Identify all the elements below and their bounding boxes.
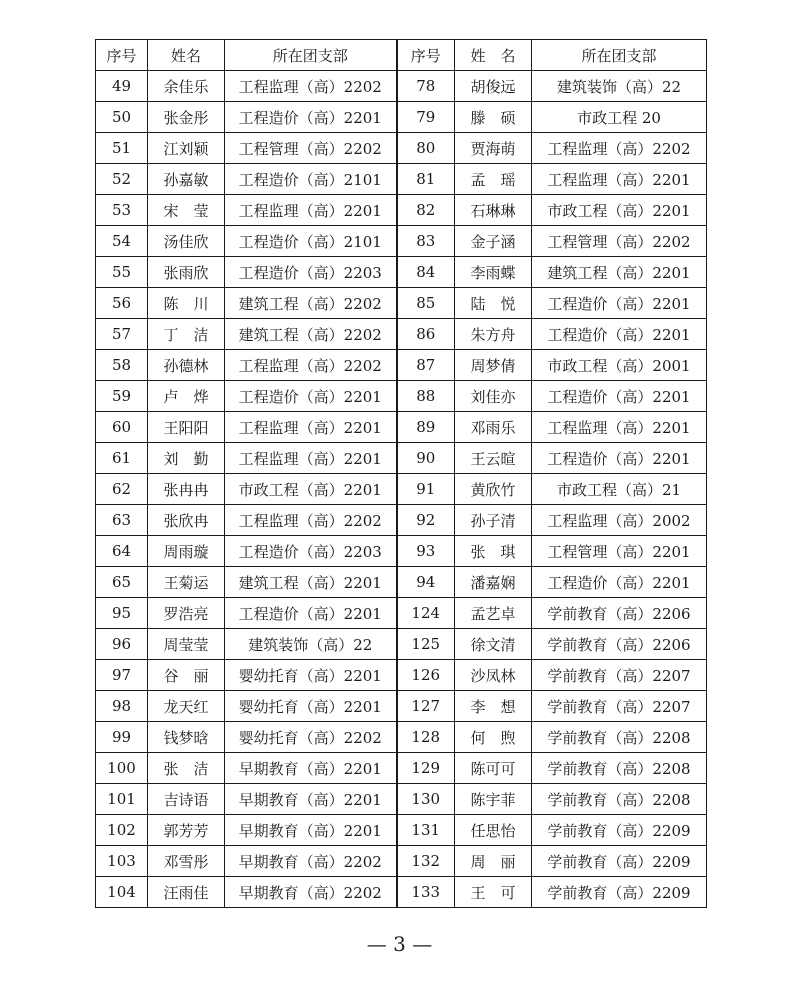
cell-seq-right: 131 [397,815,455,846]
cell-branch-right: 建筑工程（高）2201 [532,257,707,288]
table-row [96,505,707,536]
cell-branch-right: 工程管理（高）2201 [532,536,707,567]
cell-seq-right: 90 [397,443,455,474]
cell-name-right: 潘嘉娴 [455,567,532,598]
table-row [96,319,707,350]
cell-name-right: 何 煦 [455,722,532,753]
cell-name-right: 孙子清 [455,505,532,536]
cell-seq-right: 92 [397,505,455,536]
cell-branch-right: 市政工程（高）2201 [532,195,707,226]
cell-branch-left: 工程造价（高）2101 [225,164,397,195]
table-row [96,164,707,195]
table-row [96,753,707,784]
cell-seq-right: 127 [397,691,455,722]
cell-branch-left: 工程造价（高）2201 [225,598,397,629]
cell-seq-left: 50 [96,102,148,133]
cell-branch-right: 学前教育（高）2209 [532,877,707,908]
cell-branch-left: 早期教育（高）2201 [225,753,397,784]
header-name-left: 姓名 [148,40,225,71]
header-seq-left: 序号 [96,40,148,71]
table-row [96,598,707,629]
cell-seq-left: 60 [96,412,148,443]
cell-seq-left: 58 [96,350,148,381]
cell-seq-left: 104 [96,877,148,908]
cell-branch-left: 工程造价（高）2201 [225,381,397,412]
cell-seq-right: 93 [397,536,455,567]
roster-table [95,39,707,908]
table-row [96,288,707,319]
table-row [96,691,707,722]
cell-seq-left: 57 [96,319,148,350]
table-row [96,660,707,691]
header-seq-right: 序号 [397,40,455,71]
table-row [96,877,707,908]
cell-seq-right: 81 [397,164,455,195]
table-row [96,226,707,257]
cell-branch-right: 建筑装饰（高）22 [532,71,707,102]
cell-branch-right: 学前教育（高）2208 [532,753,707,784]
cell-branch-right: 工程造价（高）2201 [532,288,707,319]
table-row [96,536,707,567]
cell-seq-left: 101 [96,784,148,815]
cell-branch-left: 工程监理（高）2202 [225,505,397,536]
cell-seq-right: 82 [397,195,455,226]
table-row [96,784,707,815]
cell-name-left: 谷 丽 [148,660,225,691]
cell-name-left: 张金彤 [148,102,225,133]
cell-name-right: 刘佳亦 [455,381,532,412]
cell-branch-right: 市政工程（高）2001 [532,350,707,381]
cell-seq-right: 86 [397,319,455,350]
cell-seq-right: 88 [397,381,455,412]
cell-seq-left: 54 [96,226,148,257]
cell-branch-right: 工程造价（高）2201 [532,381,707,412]
cell-seq-left: 59 [96,381,148,412]
cell-branch-left: 工程监理（高）2202 [225,71,397,102]
cell-name-left: 卢 烨 [148,381,225,412]
cell-seq-left: 98 [96,691,148,722]
cell-seq-left: 49 [96,71,148,102]
cell-seq-left: 56 [96,288,148,319]
cell-branch-right: 工程监理（高）2201 [532,164,707,195]
table-row [96,722,707,753]
cell-seq-left: 55 [96,257,148,288]
cell-branch-right: 市政工程（高）21 [532,474,707,505]
table-row [96,133,707,164]
cell-seq-right: 83 [397,226,455,257]
cell-seq-right: 125 [397,629,455,660]
cell-seq-left: 65 [96,567,148,598]
cell-name-left: 罗浩亮 [148,598,225,629]
cell-seq-right: 133 [397,877,455,908]
cell-seq-right: 84 [397,257,455,288]
cell-seq-right: 89 [397,412,455,443]
cell-branch-right: 工程造价（高）2201 [532,567,707,598]
cell-seq-right: 85 [397,288,455,319]
cell-seq-right: 78 [397,71,455,102]
cell-name-left: 汤佳欣 [148,226,225,257]
cell-branch-right: 学前教育（高）2208 [532,722,707,753]
cell-branch-left: 工程监理（高）2201 [225,443,397,474]
cell-seq-left: 102 [96,815,148,846]
cell-branch-left: 早期教育（高）2201 [225,815,397,846]
cell-branch-right: 学前教育（高）2209 [532,846,707,877]
cell-name-left: 张 洁 [148,753,225,784]
cell-branch-right: 学前教育（高）2207 [532,660,707,691]
cell-seq-right: 124 [397,598,455,629]
cell-name-right: 周 丽 [455,846,532,877]
cell-name-right: 孟 瑶 [455,164,532,195]
cell-branch-right: 学前教育（高）2208 [532,784,707,815]
cell-branch-left: 工程造价（高）2101 [225,226,397,257]
cell-name-right: 胡俊远 [455,71,532,102]
cell-branch-left: 工程监理（高）2201 [225,412,397,443]
cell-branch-right: 市政工程 20 [532,102,707,133]
cell-name-left: 刘 勤 [148,443,225,474]
table-row [96,846,707,877]
cell-name-left: 孙嘉敏 [148,164,225,195]
page-number: — 3 — [366,932,433,956]
table-row [96,474,707,505]
cell-name-left: 钱梦晗 [148,722,225,753]
cell-branch-right: 工程造价（高）2201 [532,319,707,350]
cell-name-left: 王菊运 [148,567,225,598]
table-row [96,567,707,598]
cell-branch-left: 市政工程（高）2201 [225,474,397,505]
cell-name-left: 张冉冉 [148,474,225,505]
cell-branch-left: 建筑工程（高）2201 [225,567,397,598]
cell-name-left: 张欣冉 [148,505,225,536]
cell-name-right: 王云暄 [455,443,532,474]
cell-name-left: 王阳阳 [148,412,225,443]
cell-branch-left: 建筑装饰（高）22 [225,629,397,660]
cell-name-left: 余佳乐 [148,71,225,102]
cell-seq-left: 51 [96,133,148,164]
header-branch-left: 所在团支部 [225,40,397,71]
cell-name-right: 邓雨乐 [455,412,532,443]
cell-name-left: 陈 川 [148,288,225,319]
cell-seq-left: 97 [96,660,148,691]
cell-name-right: 张 琪 [455,536,532,567]
cell-name-right: 李雨蝶 [455,257,532,288]
cell-seq-left: 100 [96,753,148,784]
cell-name-left: 邓雪彤 [148,846,225,877]
cell-seq-left: 95 [96,598,148,629]
cell-seq-left: 96 [96,629,148,660]
cell-branch-right: 工程监理（高）2201 [532,412,707,443]
cell-name-right: 朱方舟 [455,319,532,350]
table-row [96,350,707,381]
cell-name-right: 孟艺卓 [455,598,532,629]
cell-name-left: 张雨欣 [148,257,225,288]
cell-name-left: 郭芳芳 [148,815,225,846]
cell-branch-right: 学前教育（高）2207 [532,691,707,722]
table-row [96,71,707,102]
cell-seq-left: 103 [96,846,148,877]
table-header-row [96,40,707,71]
cell-name-right: 黄欣竹 [455,474,532,505]
cell-branch-left: 工程造价（高）2203 [225,257,397,288]
table-row [96,815,707,846]
cell-seq-left: 62 [96,474,148,505]
cell-name-left: 周雨璇 [148,536,225,567]
cell-name-right: 陆 悦 [455,288,532,319]
cell-branch-right: 工程监理（高）2002 [532,505,707,536]
cell-name-left: 江刘颖 [148,133,225,164]
cell-seq-right: 130 [397,784,455,815]
cell-branch-left: 工程管理（高）2202 [225,133,397,164]
cell-branch-right: 学前教育（高）2206 [532,598,707,629]
cell-seq-left: 63 [96,505,148,536]
cell-branch-left: 工程监理（高）2202 [225,350,397,381]
cell-seq-right: 129 [397,753,455,784]
cell-seq-left: 64 [96,536,148,567]
table-row [96,629,707,660]
cell-branch-left: 早期教育（高）2201 [225,784,397,815]
header-branch-right: 所在团支部 [532,40,707,71]
cell-branch-left: 工程造价（高）2203 [225,536,397,567]
cell-branch-right: 工程管理（高）2202 [532,226,707,257]
cell-seq-left: 53 [96,195,148,226]
header-name-right: 姓 名 [455,40,532,71]
cell-branch-left: 建筑工程（高）2202 [225,319,397,350]
cell-branch-right: 学前教育（高）2209 [532,815,707,846]
cell-branch-right: 学前教育（高）2206 [532,629,707,660]
table-body [96,71,707,908]
cell-name-left: 丁 洁 [148,319,225,350]
cell-seq-right: 128 [397,722,455,753]
cell-name-left: 宋 莹 [148,195,225,226]
cell-branch-left: 婴幼托育（高）2201 [225,660,397,691]
cell-branch-left: 工程造价（高）2201 [225,102,397,133]
cell-branch-left: 早期教育（高）2202 [225,846,397,877]
table-row [96,257,707,288]
cell-seq-left: 99 [96,722,148,753]
cell-branch-left: 建筑工程（高）2202 [225,288,397,319]
cell-name-right: 滕 硕 [455,102,532,133]
table-row [96,381,707,412]
cell-seq-right: 87 [397,350,455,381]
cell-name-left: 汪雨佳 [148,877,225,908]
table-row [96,443,707,474]
cell-seq-right: 126 [397,660,455,691]
table-row [96,195,707,226]
cell-branch-right: 工程监理（高）2202 [532,133,707,164]
cell-seq-right: 91 [397,474,455,505]
cell-name-left: 龙天红 [148,691,225,722]
cell-branch-left: 婴幼托育（高）2202 [225,722,397,753]
cell-name-right: 贾海萌 [455,133,532,164]
cell-name-right: 沙凤林 [455,660,532,691]
cell-seq-left: 52 [96,164,148,195]
table-row [96,102,707,133]
table-row [96,412,707,443]
cell-branch-left: 婴幼托育（高）2201 [225,691,397,722]
cell-name-right: 陈宇菲 [455,784,532,815]
cell-name-left: 周莹莹 [148,629,225,660]
cell-seq-right: 80 [397,133,455,164]
cell-name-right: 任思怡 [455,815,532,846]
cell-name-right: 陈可可 [455,753,532,784]
cell-branch-left: 早期教育（高）2202 [225,877,397,908]
cell-seq-right: 132 [397,846,455,877]
cell-name-right: 徐文清 [455,629,532,660]
cell-seq-left: 61 [96,443,148,474]
cell-name-right: 周梦倩 [455,350,532,381]
cell-name-right: 李 想 [455,691,532,722]
cell-name-left: 孙德林 [148,350,225,381]
cell-name-right: 石琳琳 [455,195,532,226]
cell-name-right: 金子涵 [455,226,532,257]
cell-seq-right: 94 [397,567,455,598]
cell-branch-right: 工程造价（高）2201 [532,443,707,474]
cell-name-left: 吉诗语 [148,784,225,815]
cell-seq-right: 79 [397,102,455,133]
cell-name-right: 王 可 [455,877,532,908]
cell-branch-left: 工程监理（高）2201 [225,195,397,226]
